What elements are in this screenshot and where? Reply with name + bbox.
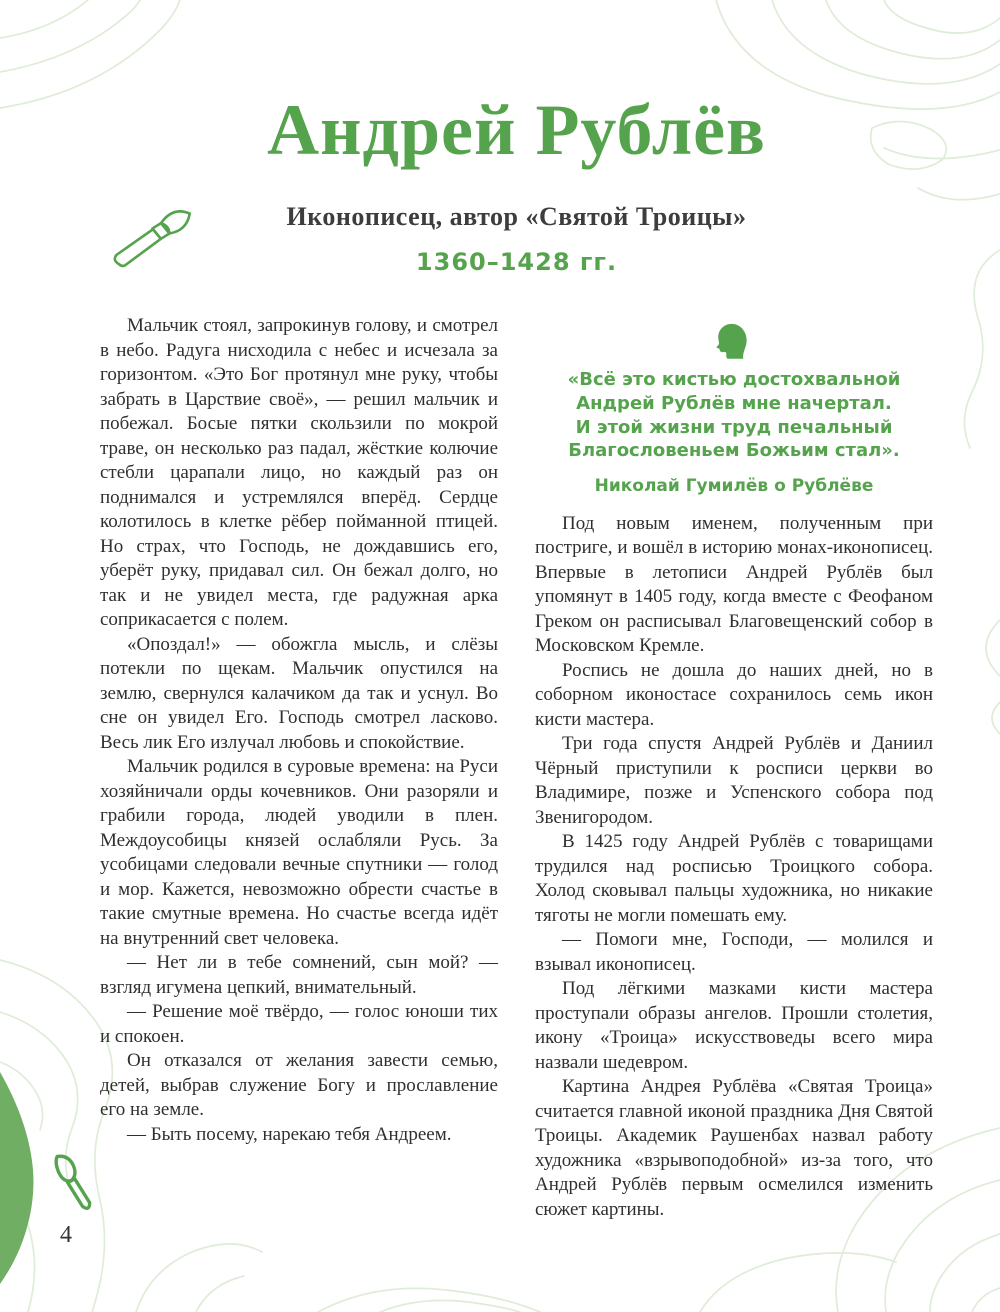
quote-line: Благословеньем Божьим стал». (568, 440, 900, 462)
paragraph: Под новым именем, полученным при постриге, и вошёл в историю монах-иконописец. Впервые в летописи Андрей Рублёв был упомянут в 1405 году, когда вместе с Феофаном Греком он расписывал Благовещенский собор в Московском Кремле. (535, 512, 933, 657)
paragraph: — Помоги мне, Господи, — молился и взывал иконописец. (535, 929, 933, 975)
paragraph: Под лёгкими мазками кисти мастера проступали образы ангелов. Прошли столетия, икону «Троица» искусствоведы всего мира назвали шедевром. (535, 978, 933, 1073)
page-number: 4 (60, 1222, 72, 1248)
paragraph: Роспись не дошла до наших дней, но в соборном иконостасе сохранилось семь икон кисти мастера. (535, 659, 933, 730)
right-column-text (535, 512, 933, 1223)
quote-line: «Всё это кистью достохвальной (567, 369, 901, 390)
paragraph: Мальчик родился в суровые времена: на Руси хозяйничали орды кочевников. Они разоряли и грабили города, людей уводили в плен. Междоусобицы князей ослабляли Русь. За усобицами следовали вечные спутники — голод и мор. Кажется, невозможно обрести счастье в такие смутные времена. Но счастье всегда идёт на внутренний свет человека. (100, 756, 498, 949)
subtitle: Иконописец, автор «Святой Троицы» (286, 202, 747, 231)
life-dates: 1360–1428 гг. (415, 248, 618, 276)
page-title: Андрей Рублёв (267, 90, 766, 170)
page-header (100, 90, 933, 276)
poem-quote (535, 368, 933, 463)
paragraph: «Опоздал!» — обожгла мысль, и слёзы потекли по щекам. Мальчик опустился на землю, свернулся калачиком да так и уснул. Во сне он увидел Его. Господь смотрел ласково. Весь лик Его излучал любовь и спокойствие. (100, 633, 498, 753)
child-silhouette-icon (713, 318, 755, 360)
paragraph: Три года спустя Андрей Рублёв и Даниил Чёрный приступили к росписи церкви во Владимире, позже и Успенского собора под Звенигородом. (535, 733, 933, 828)
paragraph: — Нет ли в тебе сомнений, сын мой? — взгляд игумена цепкий, внимательный. (100, 952, 498, 998)
quote-line: Андрей Рублёв мне начертал. (576, 392, 892, 414)
paragraph: В 1425 году Андрей Рублёв с товарищами трудился над росписью Троицкого собора. Холод сковывал пальцы художника, но никакие тяготы не могли помешать ему. (535, 831, 933, 926)
paragraph: Картина Андрея Рублёва «Святая Троица» считается главной иконой праздника Дня Святой Троицы. Академик Раушенбах назвал работу художника «взрывоподобной» из-за того, что Андрей Рублёв первым осмелился изменить сюжет картины. (535, 1076, 933, 1220)
paragraph: Он отказался от желания завести семью, детей, выбрав служение Богу и прославление его на земле. (100, 1050, 498, 1120)
text-columns (100, 314, 933, 1222)
quote-line: И этой жизни труд печальный (575, 416, 893, 438)
paragraph: — Решение моё твёрдо, — голос юноши тих и спокоен. (100, 1001, 498, 1047)
paragraph: Мальчик стоял, запрокинув голову, и смотрел в небо. Радуга нисходила с небес и исчезала за горизонтом. «Это Бог протянул мне руку, чтобы забрать в Царствие своё», — решил мальчик и побежал. Босые пятки скользили по мокрой траве, он несколько раз падал, жёсткие колючие стебли царапали лицо, но каждый раз он поднимался и устремлялся вперёд. Сердце колотилось в клетке рёбер пойманной птицей. Но страх, что Господь, не дождавшись его, уберёт руку, придавал сил. Он бежал долго, но так и не увидел места, где радужная арка соприкасается с полем. (100, 315, 498, 630)
quote-attribution: Николай Гумилёв о Рублёве (594, 476, 874, 496)
quote-block (535, 318, 933, 498)
left-column (100, 314, 498, 1222)
paragraph: — Быть посему, нарекаю тебя Андреем. (127, 1123, 452, 1145)
right-column (535, 314, 933, 1222)
